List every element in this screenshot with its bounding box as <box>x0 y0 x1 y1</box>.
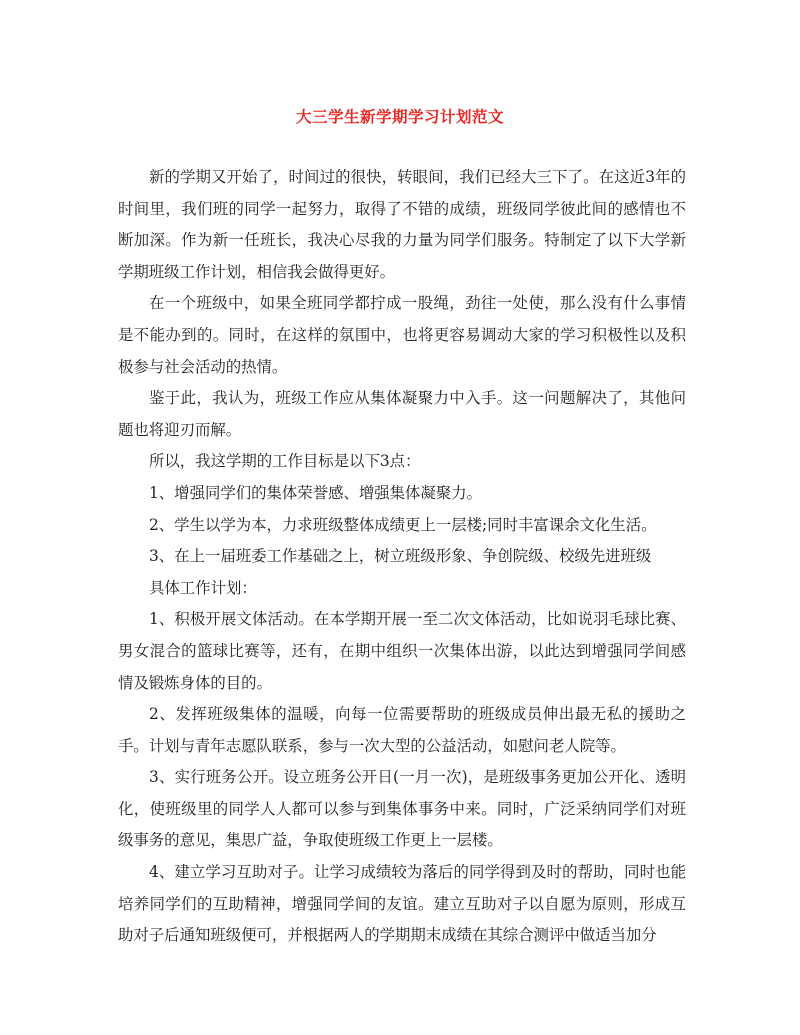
document-title: 大三学生新学期学习计划范文 <box>295 107 504 126</box>
plan-heading: 具体工作计划： <box>149 578 257 597</box>
paragraph-class-unity: 在一个班级中，如果全班同学都拧成一股绳，劲往一处使，那么没有什么事情是不能办到的。同时，在这样的氛围中，也将更容易调动大家的学习积极性以及积极参与社会活动的热情。 <box>118 294 686 376</box>
goal-item-2: 2、学生以学为本，力求班级整体成绩更上一层楼;同时丰富课余文化生活。 <box>149 515 657 534</box>
plan-item-4: 4、建立学习互助对子。让学习成绩较为落后的同学得到及时的帮助，同时也能培养同学们的互助精神，增强同学间的友谊。建立互助对子以自愿为原则，形成互助对子后通知班级便可，并根据两人的学期期末成绩在其综合测评中做适当加分 <box>118 863 686 945</box>
plan-item-3: 3、实行班务公开。设立班务公开日(一月一次)，是班级事务更加公开化、透明化，使班级里的同学人人都可以参与到集体事务中来。同时，广泛采纳同学们对班级事务的意见，集思广益，争取使班级工作更上一层楼。 <box>118 768 686 850</box>
goal-item-3: 3、在上一届班委工作基础之上，树立班级形象、争创院级、校级先进班级 <box>149 547 652 566</box>
paragraph-intro: 新的学期又开始了，时间过的很快，转眼间，我们已经大三下了。在这近3年的时间里，我们班的同学一起努力，取得了不错的成绩，班级同学彼此间的感情也不断加深。作为新一任班长，我决心尽我的力量为同学们服务。特制定了以下大学新学期班级工作计划，相信我会做得更好。 <box>118 168 686 281</box>
goal-item-1: 1、增强同学们的集体荣誉感、增强集体凝聚力。 <box>149 483 482 502</box>
document-body <box>118 162 686 952</box>
plan-item-2: 2、发挥班级集体的温暖，向每一位需要帮助的班级成员伸出最无私的援助之手。计划与青年志愿队联系，参与一次大型的公益活动，如慰问老人院等。 <box>118 705 686 755</box>
plan-item-1: 1、积极开展文体活动。在本学期开展一至二次文体活动，比如说羽毛球比赛、男女混合的篮球比赛等，还有，在期中组织一次集体出游，以此达到增强同学间感情及锻炼身体的目的。 <box>118 610 686 692</box>
paragraph-cohesion: 鉴于此，我认为，班级工作应从集体凝聚力中入手。这一问题解决了，其他问题也将迎刃而解。 <box>118 389 686 439</box>
paragraph-goals-intro: 所以，我这学期的工作目标是以下3点： <box>149 452 421 471</box>
